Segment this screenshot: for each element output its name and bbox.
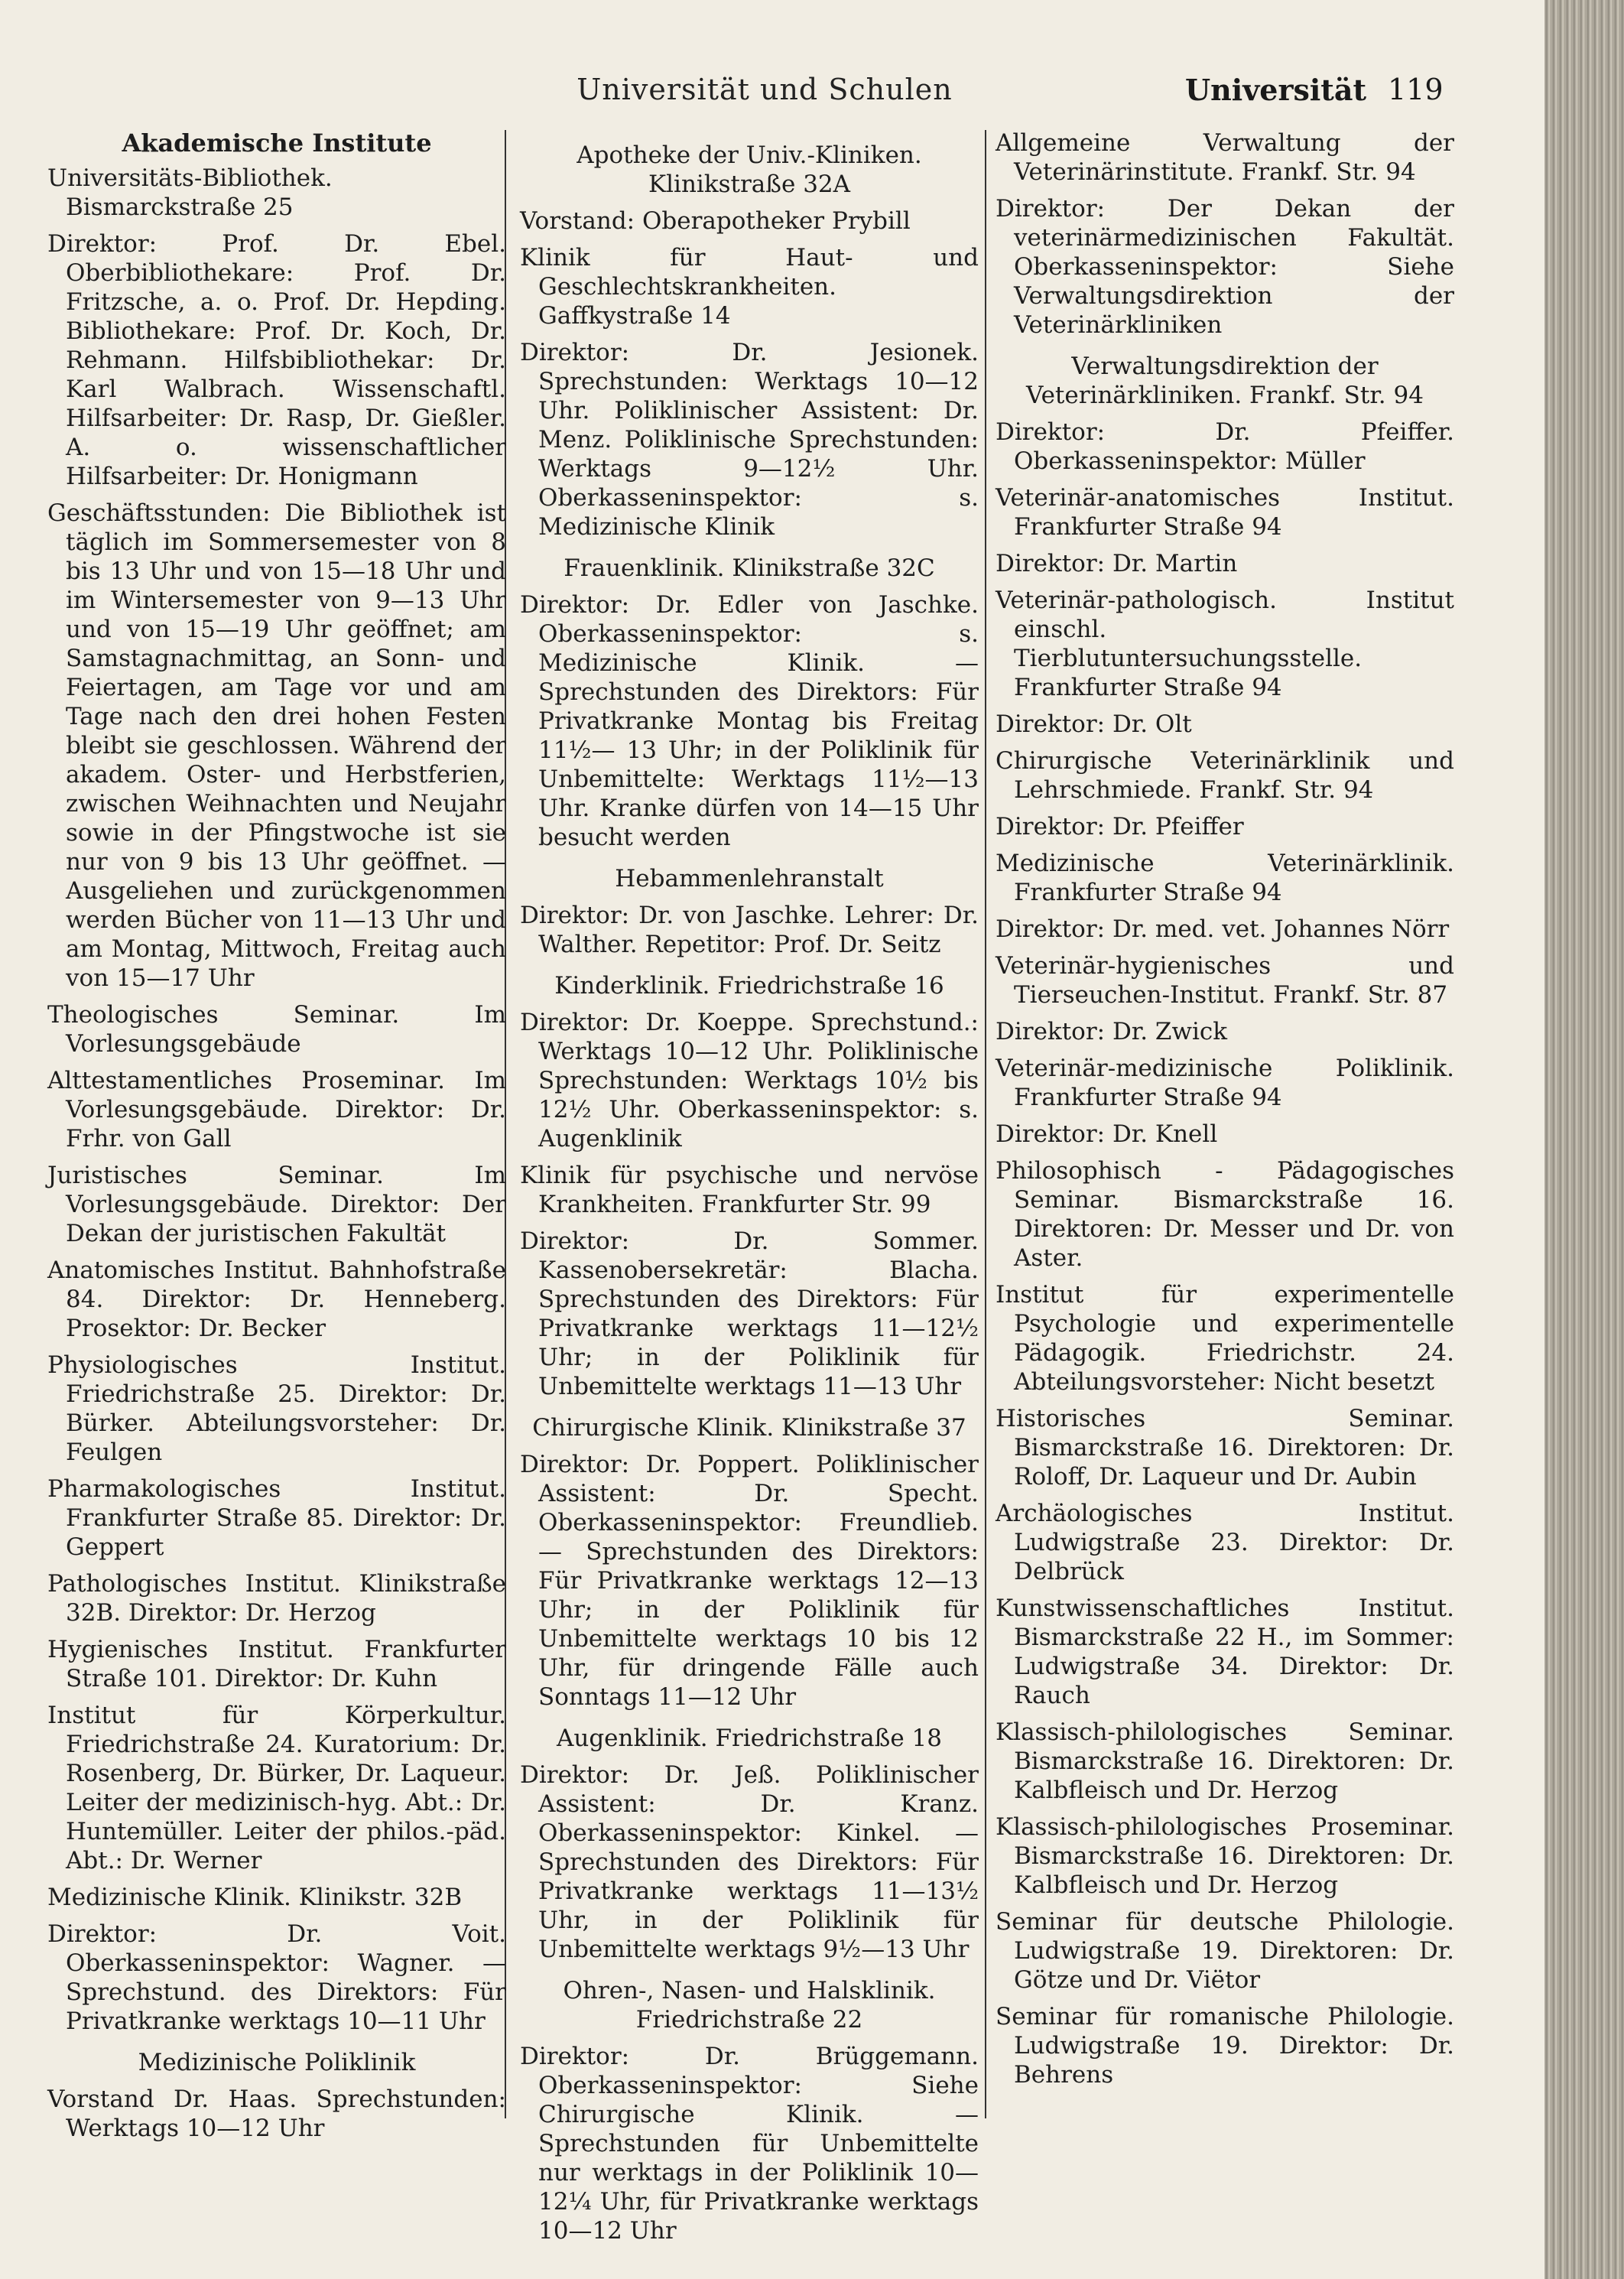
list-item: Direktor: Dr. Olt — [996, 710, 1192, 738]
list-item: Chirurgische Veterinärklinik und Lehrschmiede. Frankf. Str. 94 — [996, 747, 1454, 804]
list-item: Klassisch-philologisches Seminar. Bismarckstraße 16. Direktoren: Dr. Kalbfleisch und Dr. Herzog — [996, 1718, 1454, 1804]
list-item: Pharmakologisches Institut. Frankfurter Straße 85. Direktor: Dr. Geppert — [47, 1475, 506, 1561]
list-item: Vorstand Dr. Haas. Sprechstunden: Werktags 10—12 Uhr — [47, 2086, 506, 2142]
list-item: Philosophisch - Pädagogisches Seminar. Bismarckstraße 16. Direktoren: Dr. Messer und Dr. von Aster. — [996, 1157, 1454, 1272]
list-item: Direktor: Dr. Pfeiffer — [996, 813, 1244, 840]
column-right — [996, 128, 1454, 2097]
list-item: Direktor: Dr. Sommer. Kassenobersekretär: Blacha. Sprechstunden des Direktors: Für Privatkranke werktags 11—12½ Uhr; in der Poliklinik für Unbemittelte werktags 11—13 Uhr — [520, 1227, 979, 1400]
list-item: Theologisches Seminar. Im Vorlesungsgebäude — [47, 1001, 506, 1058]
subsection-title: Klinik für psychische und nervöse Krankheiten. Frankfurter Str. 99 — [520, 1162, 979, 1218]
list-item: Medizinische Veterinärklinik. Frankfurter Straße 94 — [996, 850, 1454, 906]
list-item: Direktor: Dr. Pfeiffer. Oberkasseninspektor: Müller — [996, 418, 1454, 475]
list-item: Direktor: Dr. med. vet. Johannes Nörr — [996, 915, 1450, 943]
list-item: Physiologisches Institut. Friedrichstraße 25. Direktor: Dr. Bürker. Abteilungsvorsteher: Dr. Feulgen — [47, 1351, 506, 1466]
section-title: Akademische Institute — [122, 128, 432, 158]
subsection-title: Frauenklinik. Klinikstraße 32C — [564, 554, 935, 582]
list-item: Klinik für Haut- und Geschlechtskrankheiten. Gaffkystraße 14 — [520, 244, 979, 330]
list-item: Verwaltungsdirektion der Veterinärkliniken. Frankf. Str. 94 — [1026, 353, 1424, 409]
list-item: Veterinär-medizinische Poliklinik. Frankfurter Straße 94 — [996, 1055, 1454, 1111]
list-item: Direktor: Dr. Voit. Oberkasseninspektor: Wagner. — Sprechstund. des Direktors: Für Privatkranke werktags 10—11 Uhr — [47, 1920, 506, 2035]
list-item: Institut für Körperkultur. Friedrichstraße 24. Kuratorium: Dr. Rosenberg, Dr. Bürker, Dr. Laqueur. Leiter der medizinisch-hyg. Abt.: Dr. Huntemüller. Leiter der philos.-päd. Abt.: Dr. Werner — [47, 1702, 506, 1874]
list-item: Hygienisches Institut. Frankfurter Straße 101. Direktor: Dr. Kuhn — [47, 1636, 506, 1692]
column-middle — [520, 128, 979, 2253]
list-item: Juristisches Seminar. Im Vorlesungsgebäude. Direktor: Der Dekan der juristischen Fakultät — [47, 1162, 506, 1247]
list-item: Direktor: Dr. Knell — [996, 1120, 1218, 1148]
list-item: Vorstand: Oberapotheker Prybill — [520, 207, 911, 235]
list-item: Pathologisches Institut. Klinikstraße 32B. Direktor: Dr. Herzog — [47, 1570, 506, 1627]
list-item: Veterinär-anatomisches Institut. Frankfurter Straße 94 — [996, 484, 1454, 541]
list-item: Direktor: Der Dekan der veterinärmedizinischen Fakultät. Oberkasseninspektor: Siehe Verwaltungsdirektion der Veterinärkliniken — [996, 195, 1454, 339]
list-item: Kunstwissenschaftliches Institut. Bismarckstraße 22 H., im Sommer: Ludwigstraße 34. Direktor: Dr. Rauch — [996, 1595, 1454, 1709]
list-item: Direktor: Dr. Edler von Jaschke. Oberkasseninspektor: s. Medizinische Klinik. — Sprechstunden des Direktors: Für Privatkranke Montag bis Freitag 11½— 13 Uhr; in der Poliklinik für Unbemittelte: Werktags 11½—13 Uhr. Kranke dürfen von 14—15 Uhr besucht werden — [520, 591, 979, 851]
list-item: Direktor: Dr. Brüggemann. Oberkasseninspektor: Siehe Chirurgische Klinik. — Sprechstunden für Unbemittelte nur werktags in der Poliklinik 10—12¼ Uhr, für Privatkranke werktags 10—12 Uhr — [520, 2043, 979, 2245]
list-item: Direktor: Dr. Jeß. Poliklinischer Assistent: Dr. Kranz. Oberkasseninspektor: Kinkel. — Sprechstunden des Direktors: Für Privatkranke werktags 11—13½ Uhr, in der Poliklinik für Unbemittelte werktags 9½—13 Uhr — [520, 1761, 979, 1963]
list-item: Direktor: Dr. Poppert. Poliklinischer Assistent: Dr. Specht. Oberkasseninspektor: Freundlieb. — Sprechstunden des Direktors: Für Privatkranke werktags 12—13 Uhr; in der Poliklinik für Unbemittelte werktags 10 bis 12 Uhr, für dringende Fälle auch Sonntags 11—12 Uhr — [520, 1451, 979, 1711]
list-item: Direktor: Dr. Koeppe. Sprechstund.: Werktags 10—12 Uhr. Poliklinische Sprechstunden: Werktags 10½ bis 12½ Uhr. Oberkasseninspektor: s. Augenklinik — [520, 1009, 979, 1153]
page-stack-edge — [1544, 0, 1624, 2279]
list-item: Historisches Seminar. Bismarckstraße 16. Direktoren: Dr. Roloff, Dr. Laqueur und Dr. Aubin — [996, 1405, 1454, 1491]
subsection-title: Chirurgische Klinik. Klinikstraße 37 — [532, 1414, 966, 1442]
subsection-title: Medizinische Poliklinik — [138, 2049, 416, 2076]
list-item: Allgemeine Verwaltung der Veterinärinstitute. Frankf. Str. 94 — [996, 129, 1454, 186]
running-head: Universität und Schulen — [577, 73, 953, 106]
list-item: Veterinär-pathologisch. Institut einschl. Tierblutuntersuchungsstelle. Frankfurter Straße 94 — [996, 587, 1454, 701]
column-left — [47, 128, 506, 2151]
list-item: Direktor: Dr. Zwick — [996, 1018, 1228, 1045]
list-item: Veterinär-hygienisches und Tierseuchen-Institut. Frankf. Str. 87 — [996, 952, 1454, 1009]
list-item: Alttestamentliches Proseminar. Im Vorlesungsgebäude. Direktor: Dr. Frhr. von Gall — [47, 1067, 506, 1153]
section-head: Universität — [1185, 73, 1367, 107]
list-item: Direktor: Prof. Dr. Ebel. Oberbibliothekare: Prof. Dr. Fritzsche, a. o. Prof. Dr. Hepding. Bibliothekare: Prof. Dr. Koch, Dr. Rehmann. Hilfsbibliothekar: Dr. Karl Walbrach. Wissenschaftl. Hilfsarbeiter: Dr. Rasp, Dr. Gießler. A. o. wissenschaftlicher Hilfsarbeiter: Dr. Honigmann — [47, 230, 506, 490]
page-number: 119 — [1388, 73, 1444, 106]
list-item: Direktor: Dr. Martin — [996, 550, 1238, 577]
list-item: Direktor: Dr. Jesionek. Sprechstunden: Werktags 10—12 Uhr. Poliklinischer Assistent: Dr. Menz. Poliklinische Sprechstunden: Werktags 9—12½ Uhr. Oberkasseninspektor: s. Medizinische Klinik — [520, 339, 979, 541]
list-item: Seminar für deutsche Philologie. Ludwigstraße 19. Direktoren: Dr. Götze und Dr. Viëtor — [996, 1908, 1454, 1994]
list-item: Archäologisches Institut. Ludwigstraße 23. Direktor: Dr. Delbrück — [996, 1500, 1454, 1585]
subsection-title: Ohren-, Nasen- und Halsklinik. Friedrichstraße 22 — [563, 1977, 936, 2034]
list-item: Seminar für romanische Philologie. Ludwigstraße 19. Direktor: Dr. Behrens — [996, 2003, 1454, 2089]
list-item: Medizinische Klinik. Klinikstr. 32B — [47, 1884, 463, 1911]
list-item: Institut für experimentelle Psychologie und experimentelle Pädagogik. Friedrichstr. 24. Abteilungsvorsteher: Nicht besetzt — [996, 1281, 1454, 1396]
list-item: Anatomisches Institut. Bahnhofstraße 84. Direktor: Dr. Henneberg. Prosektor: Dr. Becker — [47, 1257, 506, 1342]
list-item: Universitäts-Bibliothek. Bismarckstraße 25 — [47, 164, 333, 221]
list-item: Direktor: Dr. von Jaschke. Lehrer: Dr. Walther. Repetitor: Prof. Dr. Seitz — [520, 902, 979, 958]
subsection-title: Kinderklinik. Friedrichstraße 16 — [554, 972, 944, 1000]
column-rule-right — [985, 130, 986, 2118]
list-item: Klassisch-philologisches Proseminar. Bismarckstraße 16. Direktoren: Dr. Kalbfleisch und Dr. Herzog — [996, 1813, 1454, 1899]
subsection-title: Hebammenlehranstalt — [615, 865, 884, 892]
list-item: Geschäftsstunden: Die Bibliothek ist täglich im Sommersemester von 8 bis 13 Uhr und von 15—18 Uhr und im Wintersemester von 9—13 Uhr und von 15—19 Uhr geöffnet; am Samstagnachmittag, an Sonn- und Feiertagen, am Tage vor und am Tage nach den drei hohen Festen bleibt sie geschlossen. Während der akadem. Oster- und Herbstferien, zwischen Weihnachten und Neujahr sowie in der Pfingstwoche ist sie nur von 9 bis 13 Uhr geöffnet. — Ausgeliehen und zurückgenommen werden Bücher von 11—13 Uhr und am Montag, Mittwoch, Freitag auch von 15—17 Uhr — [47, 499, 506, 992]
subsection-title: Augenklinik. Friedrichstraße 18 — [556, 1725, 942, 1752]
list-item: Apotheke der Univ.-Kliniken. Klinikstraße 32A — [577, 141, 922, 198]
